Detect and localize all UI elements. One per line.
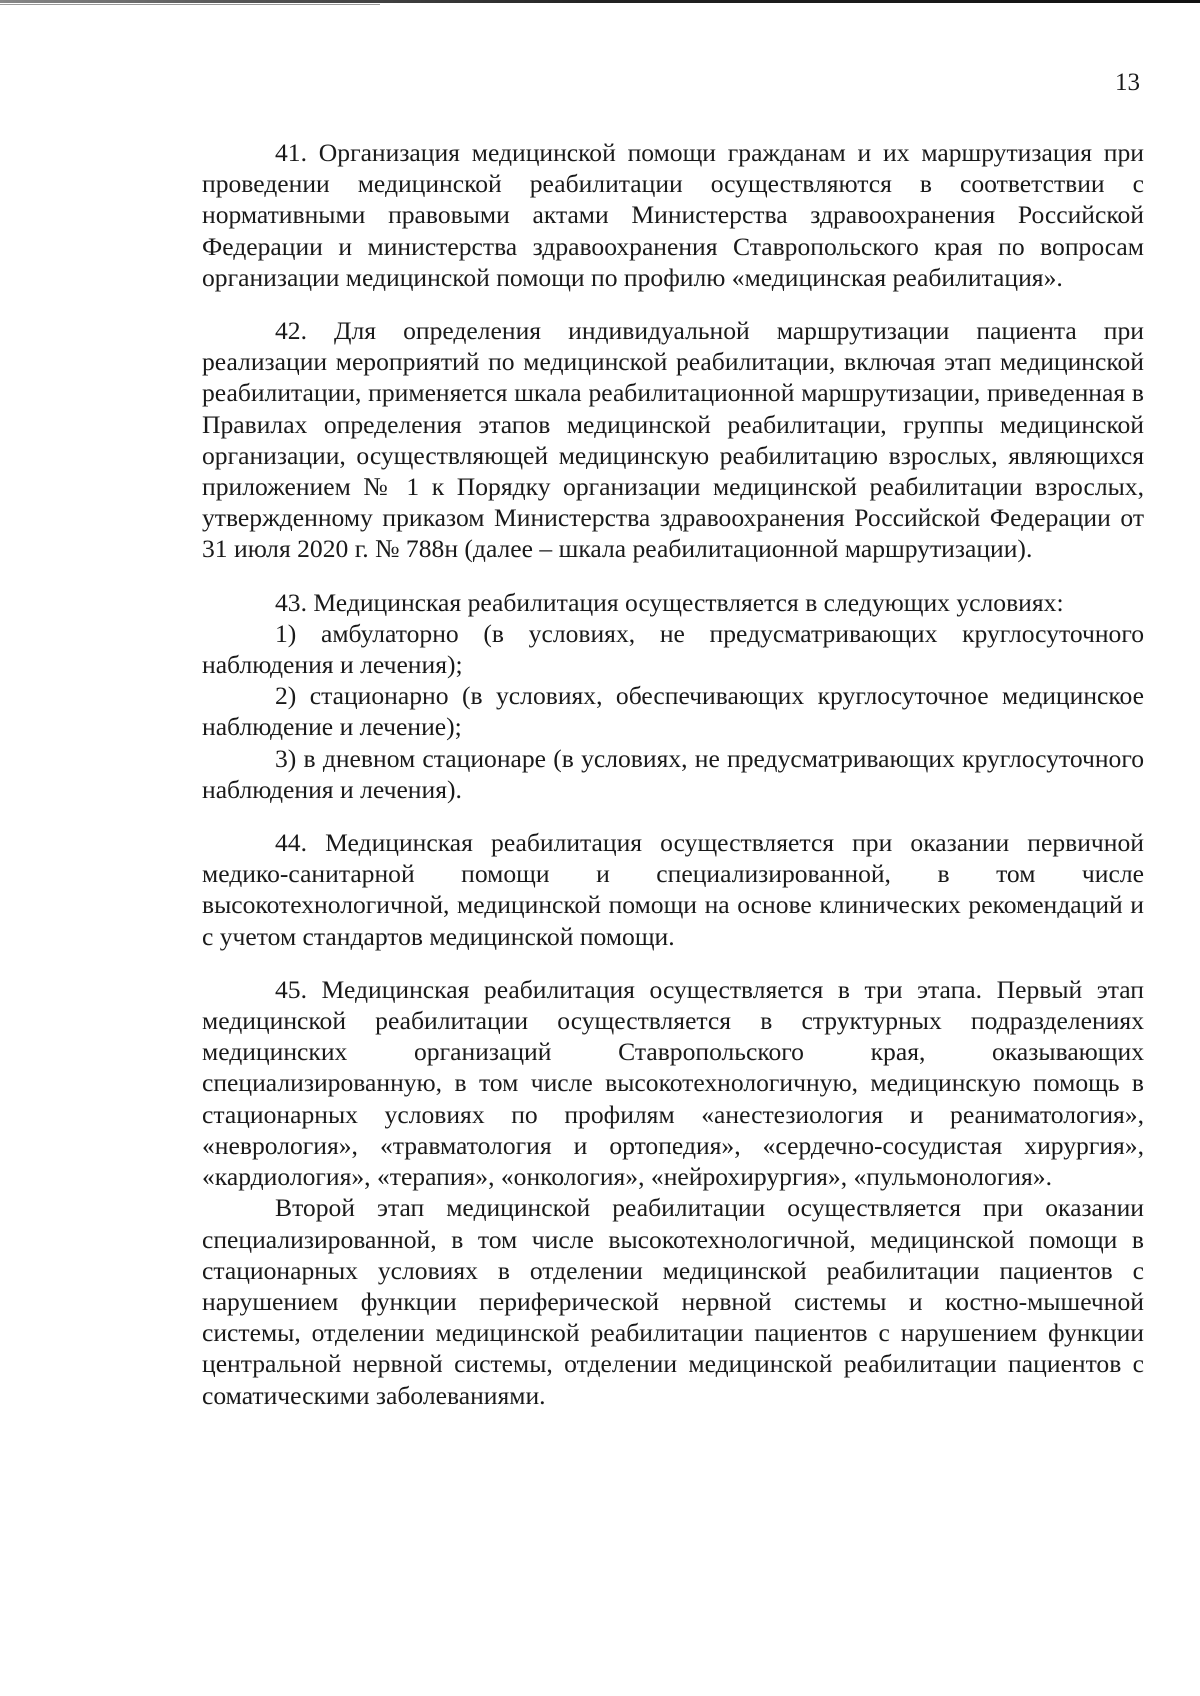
paragraph-45: 45. Медицинская реабилитация осуществляется в три этапа. Первый этап медицинской реабилитации осуществляется в структурных подразделениях медицинских организаций Ставропольского края, оказывающих специализированную, в том числе высокотехнологичную, медицинскую помощь в стационарных условиях по профилям «анестезиология и реаниматология», «неврология», «травматология и ортопедия», «сердечно-сосудистая хирургия», «кардиология», «терапия», «онкология», «нейрохирургия», «пульмонология». [202, 974, 1144, 1192]
paragraph-43-item-3: 3) в дневном стационаре (в условиях, не предусматривающих круглосуточного наблюдения и лечения). [202, 743, 1144, 804]
paragraph-42: 42. Для определения индивидуальной маршрутизации пациента при реализации мероприятий по медицинской реабилитации, включая этап медицинской реабилитации, применяется шкала реабилитационной маршрутизации, приведенная в Правилах определения этапов медицинской реабилитации, группы медицинской организации, осуществляющей медицинскую реабилитацию взрослых, являющихся приложением № 1 к Порядку организации медицинской реабилитации взрослых, утвержденному приказом Министерства здравоохранения Российской Федерации от 31 июля 2020 г. № 788н (далее – шкала реабилитационной маршрутизации). [202, 316, 1144, 564]
paragraph-45-second-stage: Второй этап медицинской реабилитации осуществляется при оказании специализированной, в том числе высокотехнологичной, медицинской помощи в стационарных условиях в отделении медицинской реабилитации пациентов с нарушением функции периферической нервной системы и костно-мышечной системы, отделении медицинской реабилитации пациентов с нарушением функции центральной нервной системы, отделении медицинской реабилитации пациентов с соматическими заболеваниями. [202, 1193, 1144, 1410]
scan-edge-shadow [0, 4, 380, 5]
document-body [202, 137, 1144, 1411]
paragraph-44: 44. Медицинская реабилитация осуществляется при оказании первичной медико-санитарной помощи и специализированной, в том числе высокотехнологичной, медицинской помощи на основе клинических рекомендаций и с учетом стандартов медицинской помощи. [202, 828, 1144, 951]
paragraph-43-item-1: 1) амбулаторно (в условиях, не предусматривающих круглосуточного наблюдения и лечения); [202, 618, 1144, 680]
paragraph-41: 41. Организация медицинской помощи гражданам и их маршрутизация при проведении медицинской реабилитации осуществляются в соответствии с нормативными правовыми актами Министерства здравоохранения Российской Федерации и министерства здравоохранения Ставропольского края по вопросам организации медицинской помощи по профилю «медицинская реабилитация». [202, 138, 1144, 292]
scan-edge-line [0, 0, 1200, 3]
paragraph-43: 43. Медицинская реабилитация осуществляется в следующих условиях: [275, 587, 1064, 617]
paragraph-43-item-2: 2) стационарно (в условиях, обеспечивающих круглосуточное медицинское наблюдение и лечение); [202, 681, 1144, 742]
page-number: 13 [1115, 69, 1140, 96]
